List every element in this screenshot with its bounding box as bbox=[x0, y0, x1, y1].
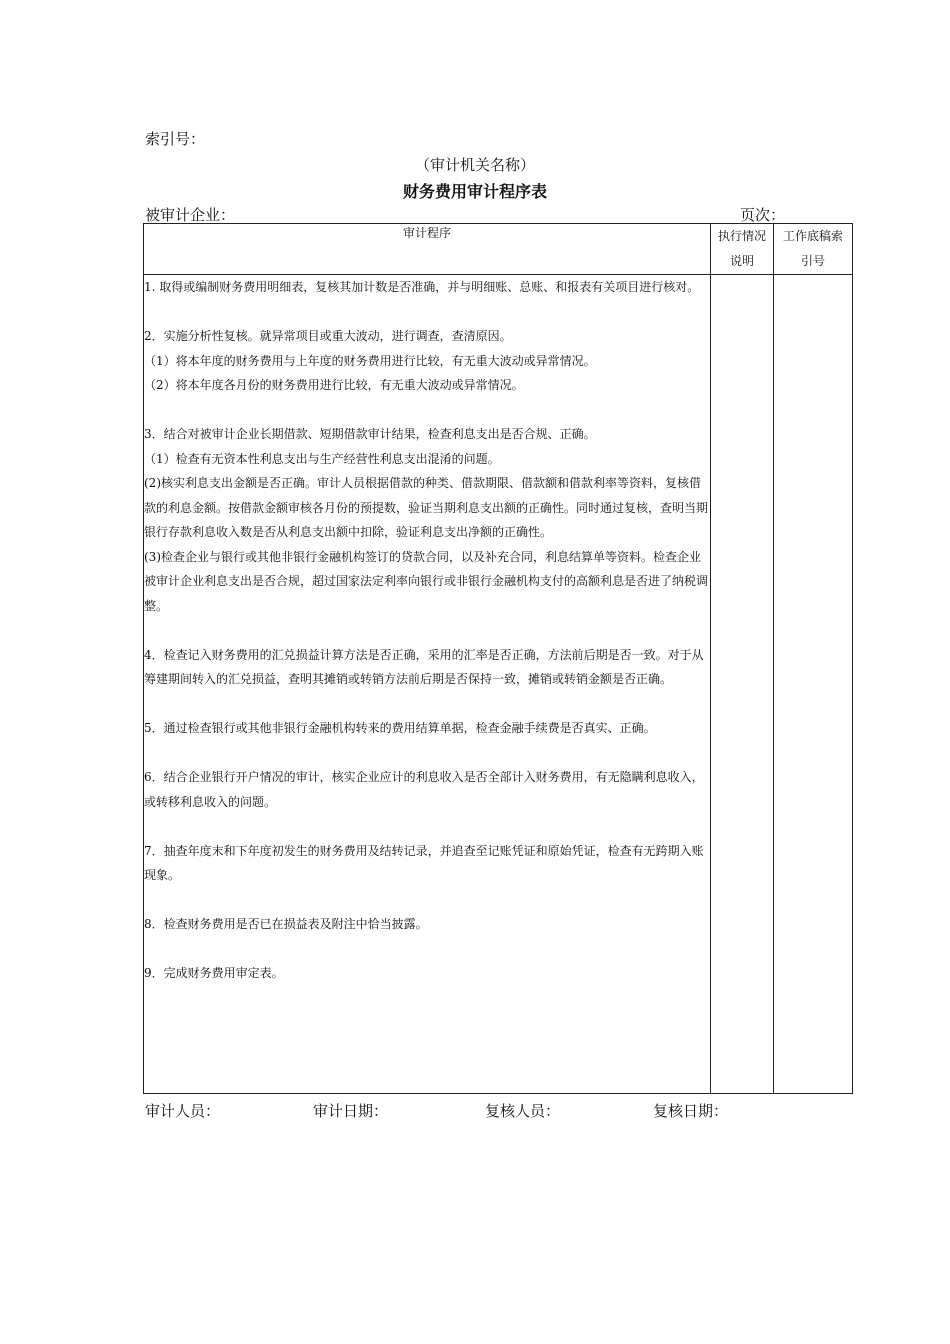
procedure-item bbox=[144, 275, 710, 300]
procedure-subitem: (3)检查企业与银行或其他非银行金融机构签订的贷款合同，以及补充合同，利息结算单等资料。检查企业被审计企业利息支出是否合规，超过国家法定利率向银行或非银行金融机构支付的高额利息是否进了纳税调整。 bbox=[144, 549, 709, 613]
column-header-reference-line: 工作底稿索 bbox=[782, 229, 843, 243]
audit-date-label: 审计日期： bbox=[313, 1102, 389, 1120]
audit-org-name: （审计机关名称） bbox=[414, 156, 535, 174]
procedure-item bbox=[144, 839, 710, 888]
audited-company-label: 被审计企业： bbox=[145, 206, 236, 224]
column-header-reference-line: 引号 bbox=[800, 254, 825, 268]
procedure-text: 5．通过检查银行或其他非银行金融机构转来的费用结算单据，检查金融手续费是否真实、正确。 bbox=[144, 721, 656, 735]
procedure-text: 8．检查财务费用是否已在损益表及附注中恰当披露。 bbox=[144, 917, 428, 931]
audit-procedure-table bbox=[143, 223, 853, 1094]
column-header-execution bbox=[711, 224, 774, 275]
procedure-subitem: （2）将本年度各月份的财务费用进行比较，有无重大波动或异常情况。 bbox=[144, 378, 524, 392]
page-number-label: 页次： bbox=[740, 206, 786, 224]
execution-cell bbox=[711, 275, 774, 1094]
column-header-execution-line: 执行情况 bbox=[717, 229, 766, 243]
procedure-item bbox=[144, 643, 710, 692]
procedure-text: 7．抽查年度末和下年度初发生的财务费用及结转记录，并追查至记账凭证和原始凭证，检查有无跨期入账现象。 bbox=[144, 843, 704, 882]
review-date-label: 复核日期： bbox=[653, 1102, 729, 1120]
reference-cell bbox=[774, 275, 853, 1094]
index-number-label: 索引号： bbox=[145, 130, 206, 148]
column-header-reference bbox=[774, 224, 853, 275]
column-header-execution-line: 说明 bbox=[729, 254, 754, 268]
procedure-item bbox=[144, 324, 710, 398]
column-header-procedure: 审计程序 bbox=[144, 224, 711, 275]
procedure-text: 6．结合企业银行开户情况的审计，核实企业应计的利息收入是否全部计入财务费用，有无隐瞒利息收入，或转移利息收入的问题。 bbox=[144, 770, 704, 809]
procedure-text: 4．检查记入财务费用的汇兑损益计算方法是否正确，采用的汇率是否正确，方法前后期是否一致。对于从筹建期间转入的汇兑损益，查明其摊销或转销方法前后期是否保持一致，摊销或转销金额是否正确。 bbox=[144, 647, 704, 686]
reviewer-label: 复核人员： bbox=[485, 1102, 561, 1120]
procedure-text: 3．结合对被审计企业长期借款、短期借款审计结果，检查利息支出是否合规、正确。 bbox=[144, 427, 596, 441]
page-title: 财务费用审计程序表 bbox=[402, 182, 547, 201]
procedure-item bbox=[144, 912, 710, 937]
procedure-text: 9．完成财务费用审定表。 bbox=[144, 966, 284, 980]
procedure-item bbox=[144, 765, 710, 814]
procedure-text: 2．实施分析性复核。就异常项目或重大波动，进行调查，查清原因。 bbox=[144, 329, 512, 343]
procedure-item bbox=[144, 716, 710, 741]
procedure-subitem: (2)核实利息支出金额是否正确。审计人员根据借款的种类、借款期限、借款额和借款利率等资料，复核借款的利息金额。按借款金额审核各月份的预提数，验证当期利息支出额的正确性。同时通过复核，查明当期银行存款利息收入数是否从利息支出额中扣除，验证利息支出净额的正确性。 bbox=[144, 476, 709, 539]
procedure-list bbox=[144, 275, 711, 1094]
procedure-item bbox=[144, 422, 710, 618]
auditor-label: 审计人员： bbox=[145, 1102, 221, 1120]
procedure-subitem: （1）将本年度的财务费用与上年度的财务费用进行比较，有无重大波动或异常情况。 bbox=[144, 353, 596, 368]
procedure-subitem: （1）检查有无资本性利息支出与生产经营性利息支出混淆的问题。 bbox=[144, 451, 500, 466]
procedure-text: 1. 取得或编制财务费用明细表，复核其加计数是否准确，并与明细账、总账、和报表有关项目进行核对。 bbox=[144, 280, 700, 294]
procedure-item bbox=[144, 961, 710, 986]
